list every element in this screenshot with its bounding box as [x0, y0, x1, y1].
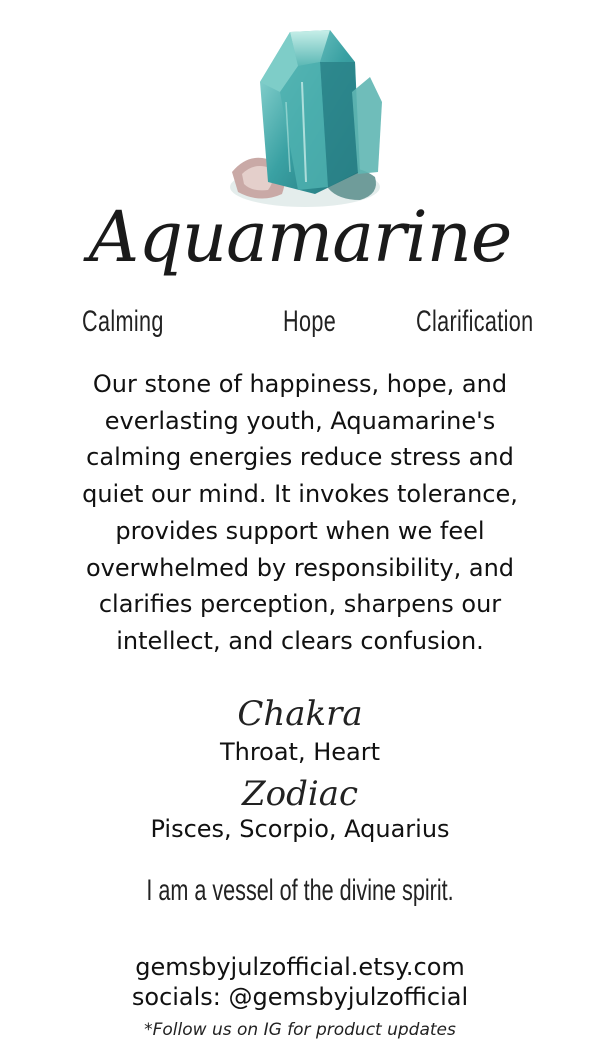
footer-note: *Follow us on IG for product updates — [144, 1020, 456, 1040]
socials-handle: socials: @gemsbyjulzofficial — [131, 983, 469, 1011]
shop-url: gemsbyjulzofficial.etsy.com — [135, 953, 465, 981]
zodiac-value: Pisces, Scorpio, Aquarius — [150, 815, 450, 843]
keyword-hope: Hope — [283, 305, 337, 338]
zodiac-label: Zodiac — [241, 774, 359, 814]
stone-title: Aquamarine — [88, 196, 512, 278]
affirmation: I am a vessel of the divine spirit. — [146, 874, 454, 907]
chakra-label: Chakra — [237, 694, 363, 734]
chakra-value: Throat, Heart — [219, 738, 381, 766]
keyword-calming: Calming — [82, 305, 164, 338]
keyword-clarification: Clarification — [416, 305, 534, 338]
aquamarine-crystal-icon — [220, 22, 390, 212]
stone-description: Our stone of happiness, hope, and everlasting youth, Aquamarine's calming energies reduce stress and quiet our mind. It invokes tolerance, provides support when we feel overwhelmed by responsibility, and clarifies perception, sharpens our intellect, and clears confusion. — [82, 370, 518, 655]
